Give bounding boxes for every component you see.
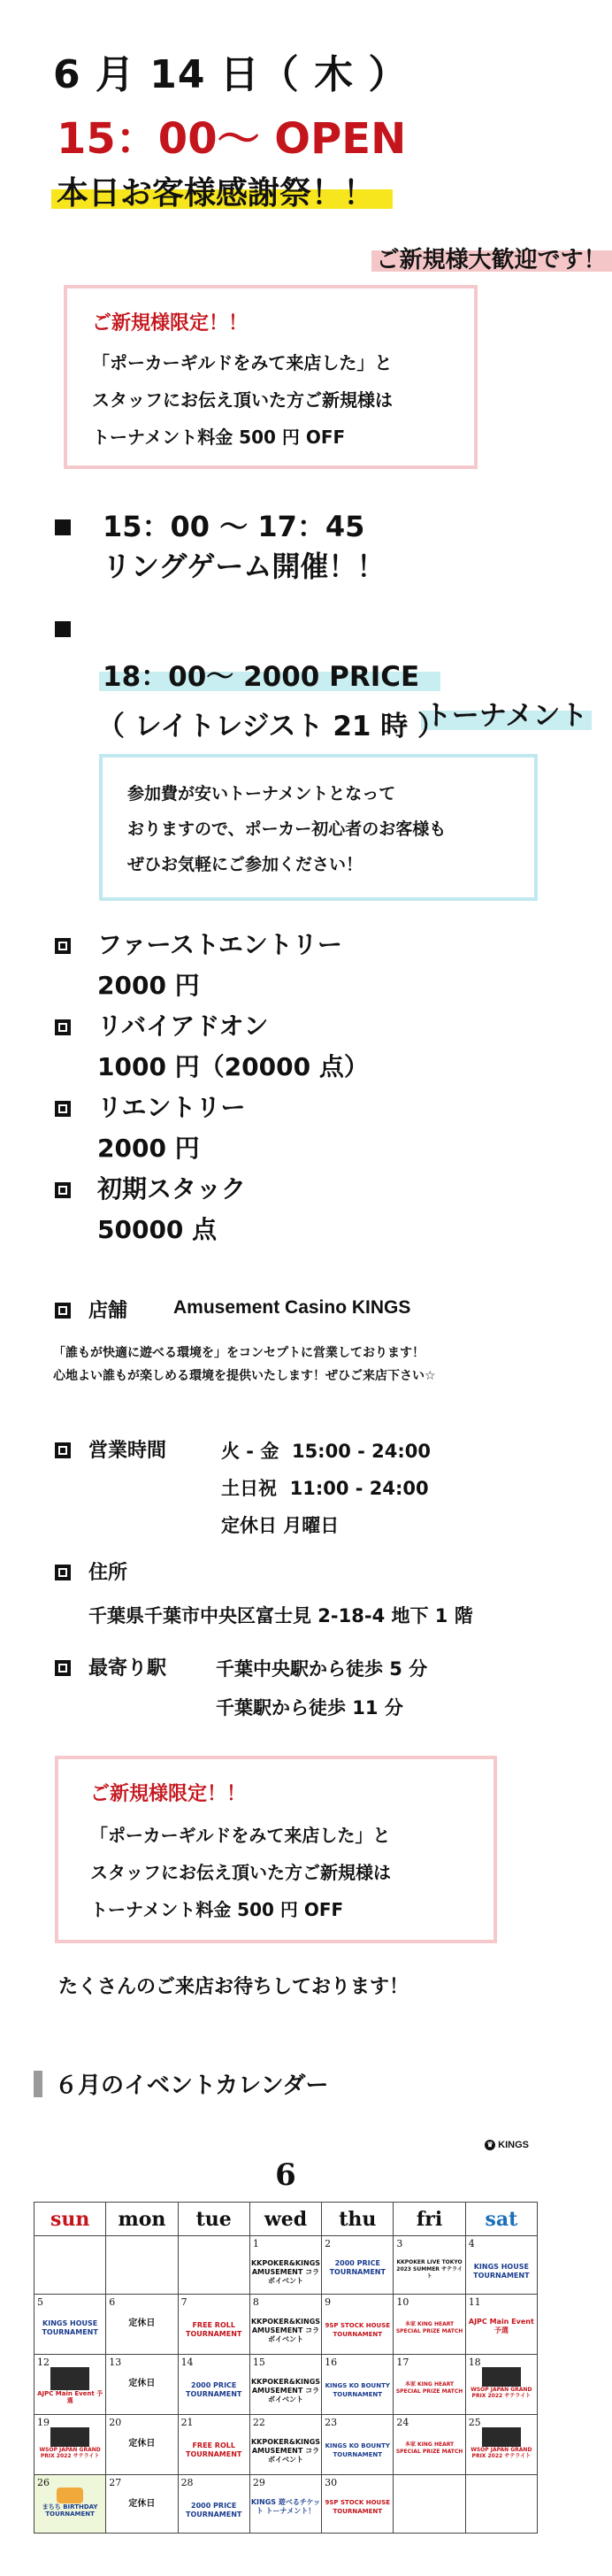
closed-label: 定休日 [128, 2439, 156, 2449]
calendar-day[interactable]: 25 WSOP JAPAN GRAND PRIX 2022 サテライト [465, 2415, 537, 2475]
closed-label: 定休日 [128, 2318, 156, 2328]
calendar-day[interactable]: 11 AJPC Main Event 予選 [465, 2295, 537, 2355]
event-label: 9SP STOCK HOUSE TOURNAMENT [325, 2322, 391, 2338]
calendar-day[interactable]: 1 KKPOKER&KINGS AMUSEMENT コラボイベント [249, 2236, 321, 2295]
event-label: FREE ROLL TOURNAMENT [186, 2321, 242, 2338]
kings-logo: ♛ KINGS [485, 2140, 529, 2150]
event-label: KKPOKER&KINGS AMUSEMENT コラボイベント [250, 2378, 321, 2403]
fee-value: 2000 円 [97, 1134, 200, 1163]
calendar-day[interactable]: 26 まちち BIRTHDAY TOURNAMENT [34, 2475, 106, 2534]
checkbox-square-icon [55, 1099, 71, 1117]
event-label: WSOP JAPAN GRAND PRIX 2022 サテライト [470, 2447, 532, 2459]
checkbox-square-icon [55, 1301, 71, 1319]
calendar-day[interactable]: 8 KKPOKER&KINGS AMUSEMENT コラボイベント [249, 2295, 321, 2355]
event-label: KKPOKER&KINGS AMUSEMENT コラボイベント [250, 2259, 321, 2285]
welcome-banner [377, 242, 607, 274]
promo-title: ご新規様限定！！ [92, 312, 249, 334]
closed-label: 定休日 [128, 2499, 156, 2509]
date-heading: 6 月 14 日（ 木 ） [53, 52, 409, 97]
calendar-day[interactable]: 16 KINGS KO BOUNTY TOURNAMENT [322, 2355, 394, 2415]
fee-value: 50000 点 [97, 1215, 218, 1244]
event-image [482, 2367, 521, 2387]
promo-title: ご新規様限定！！ [90, 1783, 247, 1805]
closing-message: たくさんのご来店お待ちしております！ [58, 1976, 409, 1998]
hours-weekend: 土日祝 11:00 - 24:00 [221, 1478, 429, 1499]
promo-line: 「ポーカーギルドをみて来店した」と [92, 352, 393, 373]
calendar-day[interactable]: 3 KKPOKER LIVE TOKYO 2023 SUMMER サテライト [394, 2236, 465, 2295]
calendar-month: 6 [275, 2157, 296, 2193]
event-label: KINGS KO BOUNTY TOURNAMENT [325, 2442, 390, 2458]
fee-value: 2000 円 [97, 971, 200, 1000]
hours-label: 営業時間 [88, 1440, 167, 1462]
calendar-grid [34, 2202, 538, 2534]
store-desc: 「誰もが快適に遊べる環境を」をコンセプトに営業しております！ [53, 1346, 425, 1360]
heading-accent-bar [34, 2071, 42, 2097]
day-header-thu: thu [322, 2203, 394, 2236]
calendar-day[interactable]: 17 本家 KING HEART SPECIAL PRIZE MATCH [394, 2355, 465, 2415]
store-name: Amusement Casino KINGS [173, 1297, 411, 1318]
fee-label: リエントリー [97, 1093, 246, 1122]
event-label: KKPOKER&KINGS AMUSEMENT コラボイベント [250, 2438, 321, 2464]
day-header-sun: sun [34, 2203, 106, 2236]
note-line: 参加費が安いトーナメントとなって [127, 784, 396, 804]
event-label: KINGS HOUSE TOURNAMENT [473, 2263, 530, 2280]
event-image [482, 2427, 521, 2447]
birthday-cake-image [57, 2488, 83, 2503]
calendar-day[interactable]: 12 AJPC Main Event 予選 [34, 2355, 106, 2415]
crown-icon: ♛ [485, 2140, 495, 2150]
station-line: 千葉中央駅から徒歩 5 分 [216, 1658, 428, 1680]
event-label: FREE ROLL TOURNAMENT [186, 2441, 242, 2458]
store-label: 店舗 [88, 1300, 128, 1322]
calendar-day[interactable]: 4 KINGS HOUSE TOURNAMENT [465, 2236, 537, 2295]
calendar-day-empty [106, 2236, 178, 2295]
fee-value: 1000 円（20000 点） [97, 1052, 369, 1081]
event-label: まちち BIRTHDAY TOURNAMENT [42, 2503, 98, 2518]
hours-closed: 定休日 月曜日 [221, 1515, 340, 1536]
event-label: WSOP JAPAN GRAND PRIX 2022 サテライト [39, 2447, 101, 2459]
calendar-day-empty [394, 2475, 465, 2534]
checkbox-square-icon [55, 1180, 71, 1198]
note-line: ぜひお気軽にご参加ください！ [127, 855, 363, 874]
calendar-day[interactable]: 9 9SP STOCK HOUSE TOURNAMENT [322, 2295, 394, 2355]
event-label: 2000 PRICE TOURNAMENT [329, 2259, 386, 2276]
day-header-wed: wed [249, 2203, 321, 2236]
event-label: 9SP STOCK HOUSE TOURNAMENT [325, 2499, 391, 2515]
calendar-day-empty [34, 2236, 106, 2295]
event2-late-reg: （ レイトレジスト 21 時 ） [97, 711, 446, 742]
fee-label: 初期スタック [97, 1174, 247, 1203]
day-header-mon: mon [106, 2203, 178, 2236]
event-label: WSOP JAPAN GRAND PRIX 2022 サテライト [470, 2387, 532, 2399]
open-time: 15：00〜 OPEN [57, 114, 407, 164]
fee-label: ファーストエントリー [97, 930, 342, 959]
hours-weekday: 火 - 金 15:00 - 24:00 [221, 1441, 431, 1462]
event-label: AJPC Main Event 予選 [37, 2390, 103, 2404]
promo-line: トーナメント料金 500 円 OFF [90, 1899, 344, 1920]
day-header-tue: tue [178, 2203, 249, 2236]
calendar-day[interactable]: 14 2000 PRICE TOURNAMENT [178, 2355, 249, 2415]
event1-time: 15：00 〜 17：45 [103, 510, 365, 543]
bullet-square-icon [55, 619, 71, 637]
closed-label: 定休日 [128, 2379, 156, 2388]
event2-title-banner-2 [425, 693, 588, 733]
checkbox-square-icon [55, 1658, 71, 1676]
fee-label: リバイアドオン [97, 1011, 269, 1041]
day-header-sat: sat [465, 2203, 537, 2236]
promo-line: トーナメント料金 500 円 OFF [92, 427, 346, 448]
promo-line: 「ポーカーギルドをみて来店した」と [90, 1825, 391, 1846]
event-calendar [34, 2133, 538, 2557]
calendar-day[interactable]: 13 定休日 [106, 2355, 178, 2415]
calendar-day[interactable]: 18 WSOP JAPAN GRAND PRIX 2022 サテライト [465, 2355, 537, 2415]
calendar-day[interactable]: 28 2000 PRICE TOURNAMENT [178, 2475, 249, 2534]
address-label: 住所 [88, 1562, 128, 1584]
event-label: 2000 PRICE TOURNAMENT [186, 2381, 242, 2398]
calendar-day[interactable]: 24 本家 KING HEART SPECIAL PRIZE MATCH [394, 2415, 465, 2475]
event-label: KINGS 遊べるチケット トーナメント！ [250, 2498, 321, 2515]
promo-line: スタッフにお伝え頂いた方ご新規様は [92, 389, 393, 411]
calendar-day[interactable]: 2 2000 PRICE TOURNAMENT [322, 2236, 394, 2295]
checkbox-square-icon [55, 1018, 71, 1035]
day-header-fri: fri [394, 2203, 465, 2236]
calendar-day[interactable]: 21 FREE ROLL TOURNAMENT [178, 2415, 249, 2475]
checkbox-square-icon [55, 936, 71, 954]
calendar-day[interactable]: 22 KKPOKER&KINGS AMUSEMENT コラボイベント [249, 2415, 321, 2475]
calendar-day[interactable]: 23 KINGS KO BOUNTY TOURNAMENT [322, 2415, 394, 2475]
checkbox-square-icon [55, 1441, 71, 1458]
event-label: KINGS KO BOUNTY TOURNAMENT [325, 2382, 390, 2398]
event-image [50, 2367, 89, 2390]
event2-line2: トーナメント [424, 700, 588, 732]
calendar-day[interactable]: 7 FREE ROLL TOURNAMENT [178, 2295, 249, 2355]
calendar-day[interactable]: 19 WSOP JAPAN GRAND PRIX 2022 サテライト [34, 2415, 106, 2475]
event-label: 本家 KING HEART SPECIAL PRIZE MATCH [395, 2381, 463, 2395]
calendar-day[interactable]: 27 定休日 [106, 2475, 178, 2534]
event-label: KKPOKER&KINGS AMUSEMENT コラボイベント [250, 2318, 321, 2343]
calendar-day[interactable]: 5 KINGS HOUSE TOURNAMENT [34, 2295, 106, 2355]
calendar-day[interactable]: 29 KINGS 遊べるチケット トーナメント！ [249, 2475, 321, 2534]
thanks-banner [57, 168, 375, 213]
calendar-day[interactable]: 10 本家 KING HEART SPECIAL PRIZE MATCH [394, 2295, 465, 2355]
calendar-heading: ６月のイベントカレンダー [55, 2072, 329, 2099]
event2-title-banner [103, 654, 419, 694]
event-label: 2000 PRICE TOURNAMENT [186, 2502, 242, 2518]
calendar-day-header-row [34, 2203, 538, 2236]
thanks-text: 本日お客様感謝祭！！ [57, 175, 376, 211]
address-value: 千葉県千葉市中央区富士見 2-18-4 地下 1 階 [88, 1605, 473, 1626]
bullet-square-icon [55, 518, 71, 535]
event1-name: リングゲーム開催！！ [103, 550, 386, 583]
promo-line: スタッフにお伝え頂いた方ご新規様は [90, 1862, 391, 1883]
event-label: KINGS HOUSE TOURNAMENT [42, 2319, 98, 2336]
event-label: 本家 KING HEART SPECIAL PRIZE MATCH [395, 2441, 463, 2455]
promo-box-top [64, 285, 478, 469]
note-line: おりますので、ポーカー初心者のお客様も [127, 819, 447, 839]
note-box [99, 754, 538, 901]
station-line: 千葉駅から徒歩 11 分 [216, 1697, 403, 1719]
checkbox-square-icon [55, 1563, 71, 1580]
station-label: 最寄り駅 [88, 1657, 167, 1680]
event-image [50, 2427, 89, 2447]
calendar-day[interactable]: 6 定休日 [106, 2295, 178, 2355]
promo-box-bottom [55, 1756, 497, 1943]
store-desc: 心地よい誰もが楽しめる環境を提供いたします！ぜひご来店下さい☆ [53, 1369, 436, 1383]
event2-line1: 18：00〜 2000 PRICE [103, 661, 420, 693]
calendar-day[interactable]: 20 定休日 [106, 2415, 178, 2475]
welcome-text: ご新規様大歓迎です！ [376, 247, 607, 273]
event-label: 本家 KING HEART SPECIAL PRIZE MATCH [395, 2321, 463, 2334]
calendar-day[interactable]: 30 9SP STOCK HOUSE TOURNAMENT [322, 2475, 394, 2534]
calendar-day-empty [178, 2236, 249, 2295]
event-label: AJPC Main Event 予選 [468, 2318, 534, 2334]
calendar-day-empty [465, 2475, 537, 2534]
calendar-day[interactable]: 15 KKPOKER&KINGS AMUSEMENT コラボイベント [249, 2355, 321, 2415]
event-label: KKPOKER LIVE TOKYO 2023 SUMMER サテライト [396, 2259, 463, 2280]
